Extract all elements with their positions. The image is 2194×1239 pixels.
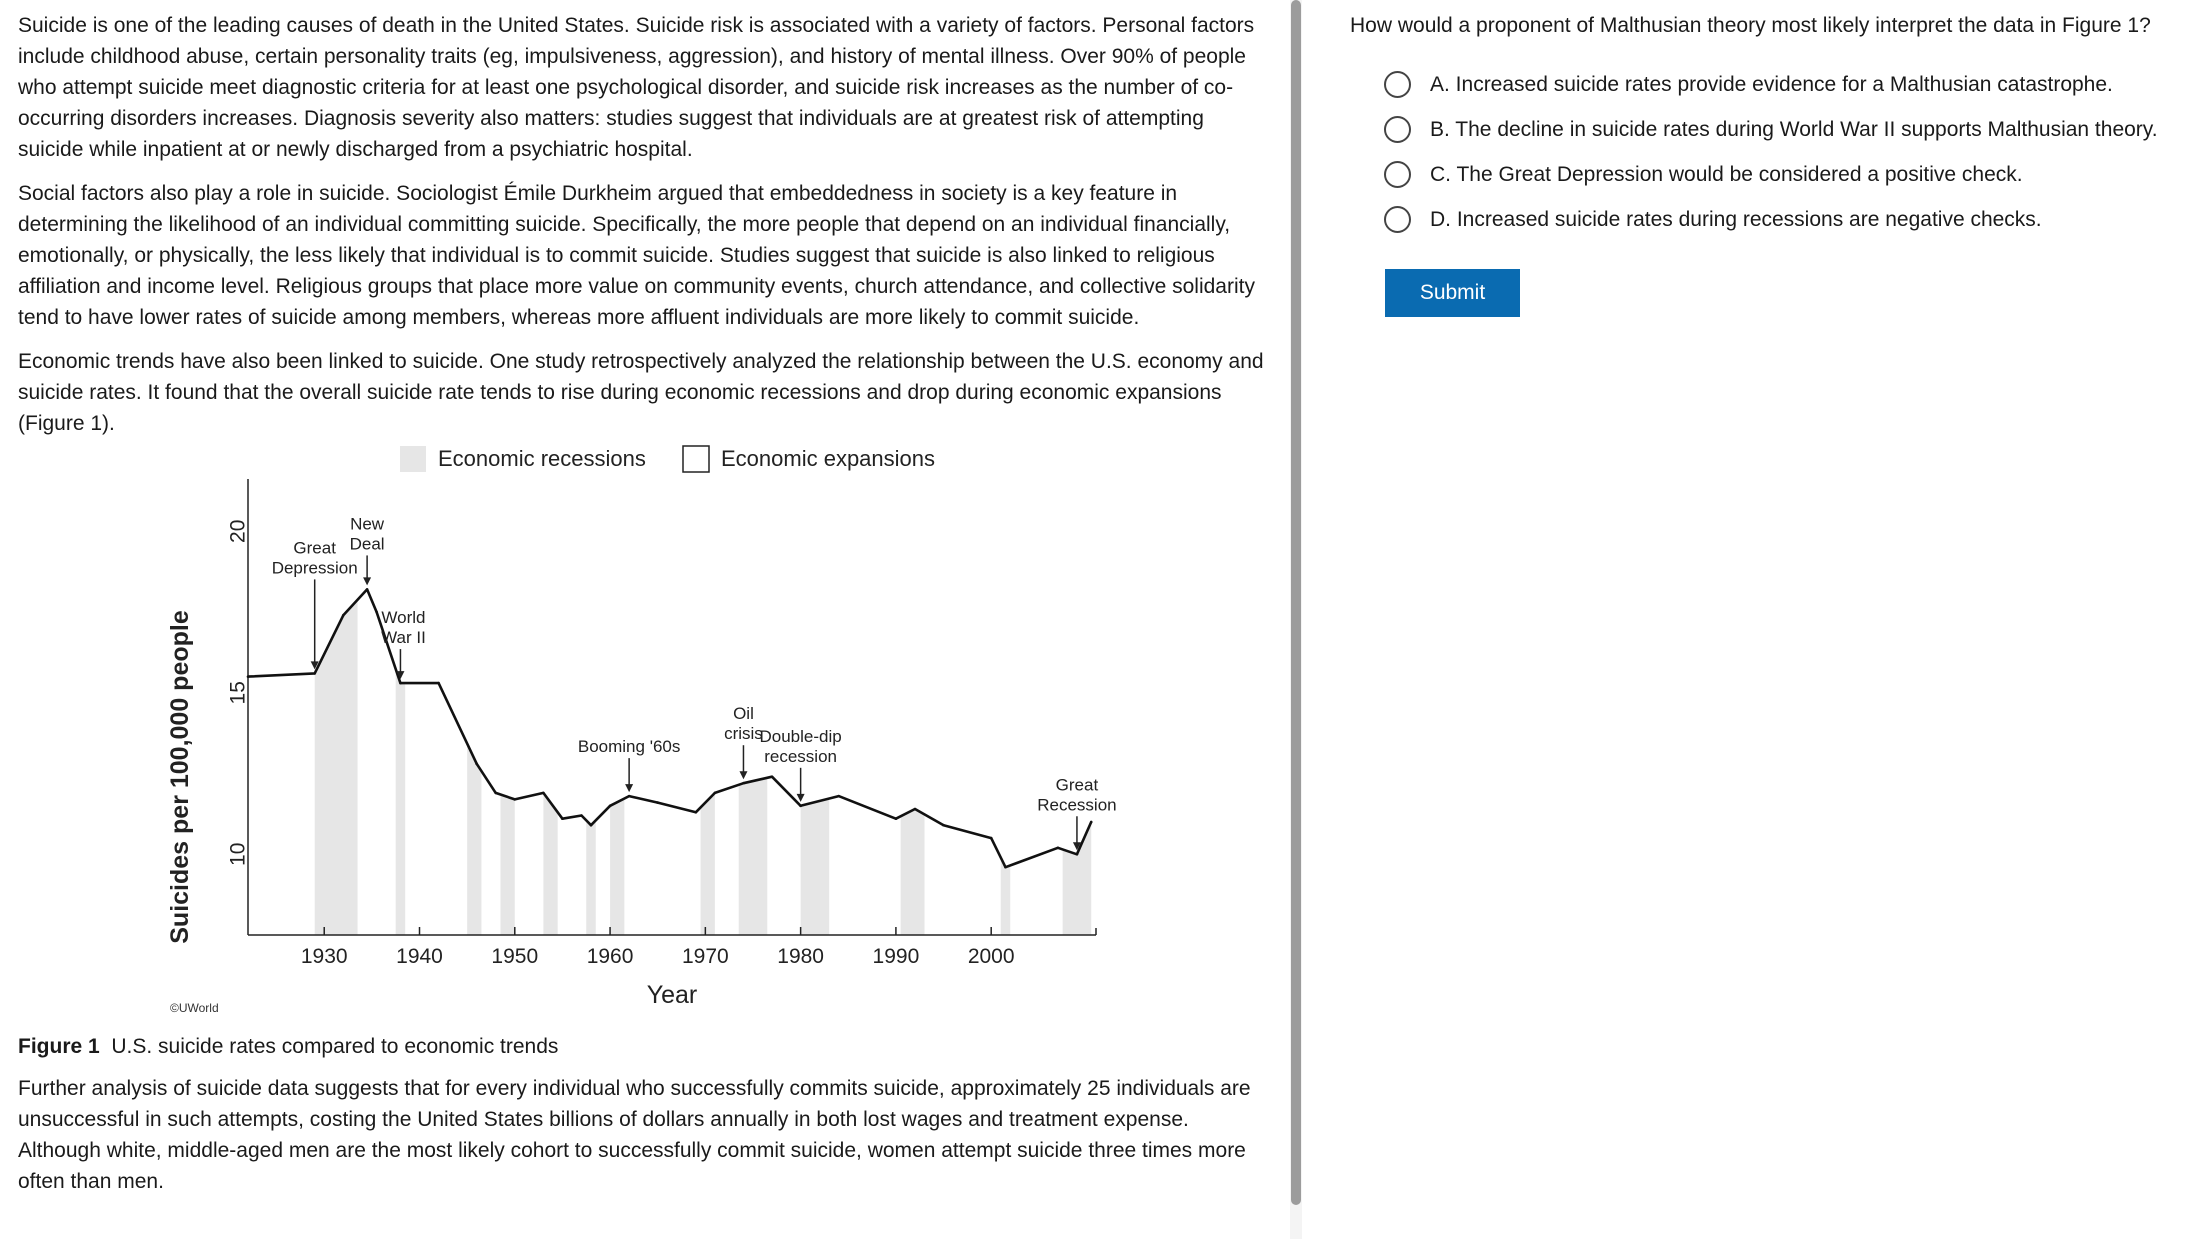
data-point-3: [342, 614, 345, 617]
x-tick-label-1940: 1940: [396, 945, 443, 968]
answer-option-d[interactable]: [1384, 197, 2190, 242]
data-point-11: [542, 792, 545, 795]
data-point-4: [366, 588, 369, 591]
recession-band-2: [396, 669, 406, 935]
x-tick-label-1980: 1980: [777, 945, 824, 968]
radio-a[interactable]: [1384, 71, 1411, 98]
answer-option-b-label[interactable]: B. The decline in suicide rates during World War II supports Malthusian theory.: [1430, 117, 2158, 141]
recession-band-5: [543, 793, 557, 935]
data-point-23: [837, 795, 840, 798]
passage-paragraph-4: Further analysis of suicide data suggests that for every individual who successfully commits suicide, approximately 25 individuals are unsuccessful in such attempts, costing the United States billions of dollars annually in both lost wages and treatment expense. Although white, middle-aged men are the most likely cohort to successfully commit suicide, women attempt suicide three times more often than men.: [18, 1077, 1251, 1193]
annotation-1-line-2: Depression: [271, 558, 358, 578]
annotation-6-arrow-head: [797, 794, 805, 802]
x-tick-label-2000: 2000: [967, 945, 1015, 968]
data-point-7: [437, 682, 440, 685]
data-point-18: [695, 811, 698, 814]
data-point-21: [771, 775, 774, 778]
annotation-4-arrow-head: [625, 784, 633, 792]
data-point-6: [399, 682, 402, 685]
x-tick-label-1960: 1960: [586, 945, 634, 968]
y-tick-label-10: 10: [226, 842, 250, 866]
radio-d[interactable]: [1384, 206, 1411, 233]
data-point-13: [580, 814, 583, 817]
annotation-4-line-1: Booming '60s: [577, 737, 681, 757]
legend-swatch-1: [400, 446, 426, 472]
passage-paragraph-1: Suicide is one of the leading causes of death in the United States. Suicide risk is associated with a variety of factors. Personal factors include childhood abuse, certain personality traits (eg, impulsiveness, aggression), and history of mental illness. Over 90% of people who attempt suicide meet diagnostic criteria for at least one psychological disorder, and suicide risk increases as the number of co-occurring disorders increases. Diagnosis severity also matters: studies suggest that individuals are at greatest risk of attempting suicide while inpatient at or newly discharged from a psychiatric hospital.: [18, 14, 1255, 161]
annotation-2-line-2: Deal: [349, 534, 385, 554]
legend-label-2: Economic expansions: [721, 446, 936, 471]
uworld-watermark: ©UWorld: [170, 1001, 219, 1015]
suicide-rate-line: [248, 589, 1091, 867]
annotation-1-line-1: Great: [293, 538, 336, 558]
data-point-16: [628, 795, 631, 798]
annotation-7-line-1: Great: [1055, 775, 1099, 795]
annotation-6-line-1: Double-dip: [759, 726, 842, 746]
data-point-22: [799, 805, 802, 808]
data-point-31: [1090, 821, 1093, 824]
answer-option-d-label[interactable]: D. Increased suicide rates during recessions are negative checks.: [1430, 207, 2042, 231]
data-point-17: [656, 801, 659, 804]
recession-band-6: [586, 820, 596, 935]
answer-option-c-label[interactable]: C. The Great Depression would be considered a positive check.: [1430, 162, 2023, 186]
answer-option-c[interactable]: [1384, 152, 2190, 197]
data-point-28: [1004, 866, 1007, 869]
data-point-12: [561, 817, 564, 820]
answer-option-b[interactable]: [1384, 107, 2190, 152]
data-point-14: [590, 824, 593, 827]
question-pane: [1330, 0, 2190, 1239]
legend-label-1: Economic recessions: [438, 446, 646, 471]
annotation-3-line-2: War II: [381, 628, 426, 648]
question-stem: How would a proponent of Malthusian theory most likely interpret the data in Figure 1?: [1350, 14, 2151, 37]
y-tick-label-20: 20: [226, 519, 250, 543]
annotation-3-line-1: World: [381, 608, 426, 628]
annotation-5-arrow-head: [739, 771, 747, 779]
passage-paragraph-2: Social factors also play a role in suicide. Sociologist Émile Durkheim argued that embeddedness in society is a key feature in determining the likelihood of an individual committing suicide. Specifically, the more people that depend on an individual financially, emotionally, or physically, the less likely that individual is to commit suicide. Studies suggest that suicide is also linked to religious affiliation and income level. Religious groups that place more value on community events, church attendance, and collective solidarity tend to have lower rates of suicide among members, whereas more affluent individuals are more likely to commit suicide.: [18, 182, 1255, 329]
data-point-24: [895, 817, 898, 820]
x-tick-label-1930: 1930: [300, 945, 348, 968]
passage-scrollbar-thumb[interactable]: [1291, 0, 1301, 1205]
data-point-26: [942, 824, 945, 827]
x-tick-label-1970: 1970: [681, 945, 729, 968]
data-point-1: [247, 675, 250, 678]
radio-c[interactable]: [1384, 161, 1411, 188]
data-point-27: [990, 837, 993, 840]
annotation-5-line-1: Oil: [733, 704, 754, 724]
y-axis-title: Suicides per 100,000 people: [166, 610, 194, 944]
data-point-25: [914, 808, 917, 811]
figure-1: [18, 446, 1274, 1037]
recession-band-8: [701, 793, 715, 935]
figure-caption-text: U.S. suicide rates compared to economic trends: [111, 1035, 559, 1058]
data-point-15: [609, 805, 612, 808]
data-point-20: [742, 782, 745, 785]
answer-option-a-label[interactable]: A. Increased suicide rates provide evidence for a Malthusian catastrophe.: [1430, 72, 2113, 96]
recession-band-4: [500, 795, 514, 935]
x-tick-label-1950: 1950: [491, 945, 539, 968]
data-point-8: [475, 763, 478, 766]
radio-b[interactable]: [1384, 116, 1411, 143]
passage-paragraph-3: Economic trends have also been linked to suicide. One study retrospectively analyzed the relationship between the U.S. economy and suicide rates. It found that the overall suicide rate tends to rise during economic recessions and drop during economic expansions (Figure 1).: [18, 350, 1264, 435]
recession-band-11: [901, 809, 925, 935]
figure-label: Figure 1: [18, 1035, 100, 1058]
data-point-10: [513, 798, 516, 801]
annotation-2-line-1: New: [350, 514, 385, 534]
annotation-2-arrow-head: [363, 577, 371, 585]
data-point-19: [714, 792, 717, 795]
y-tick-label-15: 15: [226, 681, 250, 705]
recession-band-7: [610, 799, 624, 935]
recession-band-1: [315, 600, 358, 935]
recession-band-10: [801, 799, 830, 935]
legend-swatch-2: [683, 446, 709, 472]
recession-band-9: [739, 778, 768, 935]
x-axis-title: Year: [646, 981, 698, 1009]
data-point-5: [375, 611, 378, 614]
data-point-2: [313, 672, 316, 675]
x-tick-label-1990: 1990: [872, 945, 920, 968]
recession-band-12: [1001, 857, 1011, 935]
answer-option-a[interactable]: [1384, 62, 2190, 107]
data-point-29: [1057, 847, 1060, 850]
data-point-30: [1076, 853, 1079, 856]
annotation-7-line-2: Recession: [1037, 795, 1117, 815]
recession-band-3: [467, 744, 481, 935]
data-point-9: [494, 792, 497, 795]
suicide-rate-chart: [18, 446, 1274, 1037]
annotation-5-line-2: crisis: [724, 724, 763, 744]
figure-caption: [18, 1033, 1272, 1061]
annotation-6-line-2: recession: [764, 746, 838, 766]
submit-button[interactable]: Submit: [1385, 269, 1520, 317]
